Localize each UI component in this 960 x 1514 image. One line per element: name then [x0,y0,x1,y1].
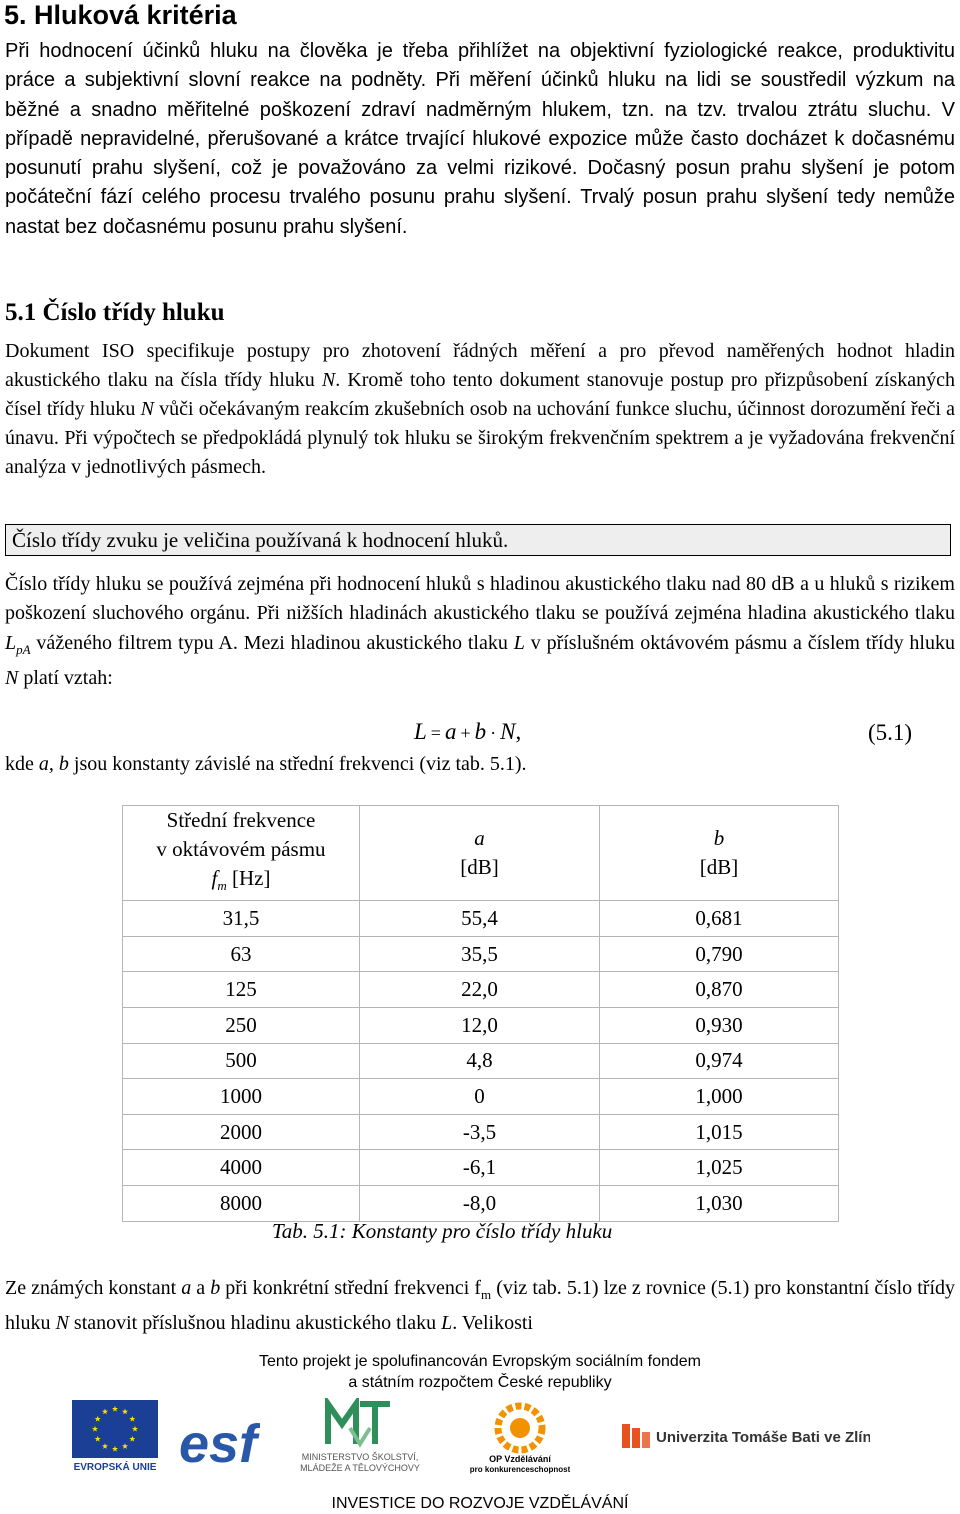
iso-paragraph: Dokument ISO specifikuje postupy pro zhotovení řádných měření a pro převod naměřených hodnot hladin akustického tlaku na čísla třídy hluku N. Kromě toho tento dokument stanovuje postup pro přizpůsobení získaných čísel třídy hluku N vůči očekávaným reakcím zkušebních osob na uchování funkce sluchu, účinnost dorozumění řeči a únavu. Při výpočtech se předpokládá plynulý tok hluku se širokým frekvenčním spektrem a je vyžadována frekvenční analýza v jednotlivých pásmech. [5,340,956,478]
table-row: 500 4,8 0,974 [123,1043,839,1079]
equation-number: (5.1) [868,720,913,745]
table-caption: Tab. 5.1: Konstanty pro číslo třídy hluku [272,1219,613,1243]
table-row: 125 22,0 0,870 [123,972,839,1008]
eu-logo [70,1400,160,1472]
eu-flag-icon [70,1400,160,1472]
table-row: 2000 -3,5 1,015 [123,1114,839,1150]
utb-emblem-icon [620,1418,870,1452]
op-logo [470,1400,570,1474]
msmt-label-2: MLÁDEŽE A TĚLOVÝCHOVY [300,1463,420,1473]
definition-box: Číslo třídy zvuku je veličina používaná k hodnocení hluků. [5,524,951,556]
op-label-2: pro konkurenceschopnost [470,1465,570,1474]
table-row: 1000 0 1,000 [123,1079,839,1115]
msmt-label-1: MINISTERSTVO ŠKOLSTVÍ, [301,1452,419,1462]
intro-paragraph: Při hodnocení účinků hluku na člověka je třeba přihlížet na objektivní fyziologické reakce, produktivitu práce a subjektivní slovní reakce na podněty. Při měření účinků hluku na lidi se soustředil výzkum na běžné a snadno měřitelné poškození zdraví nadměrným hlukem, tzn. na tzv. trvalou ztrátu sluchu. V případě nepravidelné, přerušované a krátce trvající hlukové expozice může často docházet k dočasnému posunutí prahu slyšení, což je považováno za velmi rizikové. Dočasný posun prahu slyšení je potom počáteční fází celého procesu trvalého posunu prahu slyšení. Trvalý posun prahu slyšení tedy nemůže nastat bez dočasnému posunu prahu slyšení. [5,40,955,238]
esf-logo-icon [176,1400,260,1472]
table-row: 8000 -8,0 1,030 [123,1185,839,1221]
table-row: 31,5 55,4 0,681 [123,901,839,937]
table-row: 4000 -6,1 1,025 [123,1150,839,1186]
op-label-1: OP Vzdělávání [489,1454,551,1464]
table-header-row [123,806,839,901]
esf-logo [176,1400,260,1472]
equation-5-1: L = a + b · N, [414,719,522,744]
section-heading: 5.1 Číslo třídy hluku [5,299,225,326]
table-row: 63 35,5 0,790 [123,936,839,972]
header-a: a [dB] [360,806,600,901]
table-row: 250 12,0 0,930 [123,1007,839,1043]
closing-paragraph: Ze známých konstant a a b při konkrétní střední frekvenci $f_m$ (viz tab. 5.1) lze z rovnice (5.1) pro konstantní číslo třídy hluku N stanovit příslušnou hladinu akustického tlaku L. Velikosti [5,1277,955,1334]
msmt-emblem-icon [290,1398,430,1474]
header-b: b [dB] [600,806,839,901]
op-emblem-icon [470,1400,570,1474]
utb-logo [620,1418,870,1452]
constants-table [122,805,839,1222]
header-frequency: Střední frekvence v oktávovém pásmu $f_m$ [Hz] [123,806,360,901]
utb-label: Univerzita Tomáše Bati ve Zlíně [656,1429,870,1446]
msmt-logo [290,1398,430,1474]
usage-paragraph: Číslo třídy hluku se používá zejména při hodnocení hluků s hladinou akustického tlaku nad 80 dB a u hluků s rizikem poškození sluchového orgánu. Při nižších hladinách akustického tlaku se používá zejména hladina akustického tlaku $L_{pA}$ váženého filtrem typu A. Mezi hladinou akustického tlaku L v příslušném oktávovém pásmu a číslem třídy hluku N platí vztah: [5,573,955,689]
eu-label: EVROPSKÁ UNIE [73,1462,157,1472]
esf-label: esf [178,1414,258,1472]
footer-slogan: INVESTICE DO ROZVOJE VZDĚLÁVÁNÍ [331,1495,629,1512]
constants-note: kde a, b jsou konstanty závislé na střední frekvenci (viz tab. 5.1). [5,753,527,775]
funding-notice: Tento projekt je spolufinancován Evropským sociálním fondem a státním rozpočtem České republiky [259,1353,701,1391]
chapter-heading: 5. Hluková kritéria [4,0,237,30]
